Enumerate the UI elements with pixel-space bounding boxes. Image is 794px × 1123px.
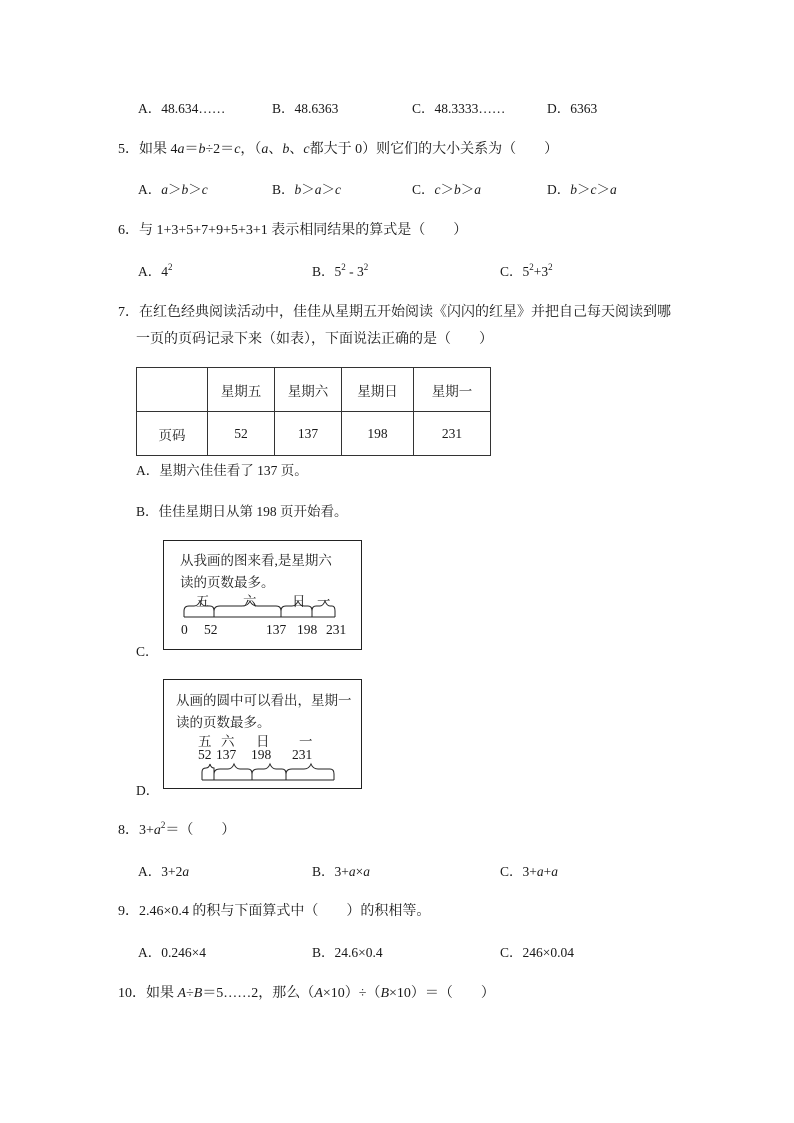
q6-question: 6．与 1+3+5+7+9+5+3+1 表示相同结果的算式是（ ） — [118, 223, 468, 238]
q5-question: 5．如果 4a＝b÷2＝c，（a、b、c都大于 0）则它们的大小关系为（ ） — [118, 142, 559, 157]
q7-question-line1: 7．在红色经典阅读活动中，佳佳从星期五开始阅读《闪闪的红星》并把自己每天阅读到哪 — [118, 305, 671, 320]
q8-option-a[interactable]: A．3+2a — [138, 864, 190, 879]
figure-c-day-sat: 六 — [243, 594, 257, 609]
figure-d-text-line2: 读的页数最多。 — [176, 715, 271, 730]
q10-question: 10．如果 A÷B＝5……2，那么（A×10）÷（B×10）＝（ ） — [118, 986, 495, 1001]
q5-option-c[interactable]: C．c＞b＞a — [412, 182, 482, 197]
table-header-cell — [137, 368, 208, 412]
q9-question: 9．2.46×0.4 的积与下面算式中（ ）的积相等。 — [118, 904, 431, 919]
figure-d-arc-line — [164, 680, 361, 788]
figure-c-tick-52: 52 — [204, 622, 218, 637]
figure-d-tick-52: 52 — [198, 747, 212, 762]
figure-c-tick-0: 0 — [181, 622, 188, 637]
figure-c-tick-198: 198 — [297, 622, 318, 637]
q7-option-c-label[interactable]: C． — [136, 644, 159, 659]
figure-d-day-mon: 一 — [299, 734, 313, 749]
table-row-label: 页码 — [137, 412, 208, 456]
figure-d-day-sun: 日 — [256, 734, 270, 749]
page-record-table — [136, 367, 491, 456]
q7-question-line2: 一页的页码记录下来（如表），下面说法正确的是（ ） — [136, 332, 493, 347]
q4-option-b[interactable]: B．48.6363 — [272, 101, 339, 116]
figure-c-day-mon: 一 — [317, 594, 331, 609]
q5-option-a[interactable]: A．a＞b＞c — [138, 182, 208, 197]
q5-option-d[interactable]: D．b＞c＞a — [547, 182, 617, 197]
q9-option-a[interactable]: A．0.246×4 — [138, 945, 206, 960]
q9-option-b[interactable]: B．24.6×0.4 — [312, 945, 383, 960]
q4-option-d[interactable]: D．6363 — [547, 101, 598, 116]
q4-option-c[interactable]: C．48.3333…… — [412, 101, 506, 116]
figure-d-day-sat: 六 — [221, 734, 235, 749]
q8-question: 8．$3+a^2=$（ ） — [118, 820, 236, 838]
table-row — [137, 412, 491, 456]
figure-c-text-line2: 读的页数最多。 — [180, 575, 275, 590]
table-header-row — [137, 368, 491, 412]
figure-d-tick-137: 137 — [216, 747, 237, 762]
figure-c-day-fri: 五 — [196, 594, 210, 609]
q6-option-c[interactable]: C．$5^2+3^2$ — [500, 262, 553, 279]
figure-d-text-line1: 从画的圆中可以看出，星期一 — [176, 693, 352, 708]
q7-option-b[interactable]: B．佳佳星期日从第 198 页开始看。 — [136, 504, 348, 519]
figure-d-day-fri: 五 — [198, 734, 212, 749]
q4-option-a[interactable]: A．48.634…… — [138, 101, 226, 116]
figure-c-text-line1: 从我画的图来看,是星期六 — [180, 553, 332, 568]
figure-d-tick-231: 231 — [292, 747, 313, 762]
figure-c-day-sun: 日 — [292, 594, 306, 609]
q7-option-d-label[interactable]: D． — [136, 783, 160, 798]
q9-option-c[interactable]: C．246×0.04 — [500, 945, 575, 960]
table-cell: 198 — [342, 412, 414, 456]
table-header-cell: 星期六 — [275, 368, 342, 412]
table-header-cell: 星期日 — [342, 368, 414, 412]
q6-option-a[interactable]: A．$4^2$ — [138, 262, 173, 279]
table-header-cell: 星期一 — [414, 368, 491, 412]
table-cell: 137 — [275, 412, 342, 456]
table-cell: 52 — [208, 412, 275, 456]
q7-option-a[interactable]: A．星期六佳佳看了 137 页。 — [136, 463, 308, 478]
figure-c-tick-231: 231 — [326, 622, 347, 637]
q8-option-b[interactable]: B．3+a×a — [312, 864, 371, 879]
table-header-cell: 星期五 — [208, 368, 275, 412]
q6-option-b[interactable]: B．$5^2 - 3^2$ — [312, 262, 369, 279]
q7-option-c-figure[interactable] — [163, 540, 362, 650]
q7-option-d-figure[interactable] — [163, 679, 362, 789]
table-cell: 231 — [414, 412, 491, 456]
figure-c-tick-137: 137 — [266, 622, 287, 637]
figure-d-tick-198: 198 — [251, 747, 272, 762]
q8-option-c[interactable]: C．3+a+a — [500, 864, 559, 879]
q5-option-b[interactable]: B．b＞a＞c — [272, 182, 342, 197]
